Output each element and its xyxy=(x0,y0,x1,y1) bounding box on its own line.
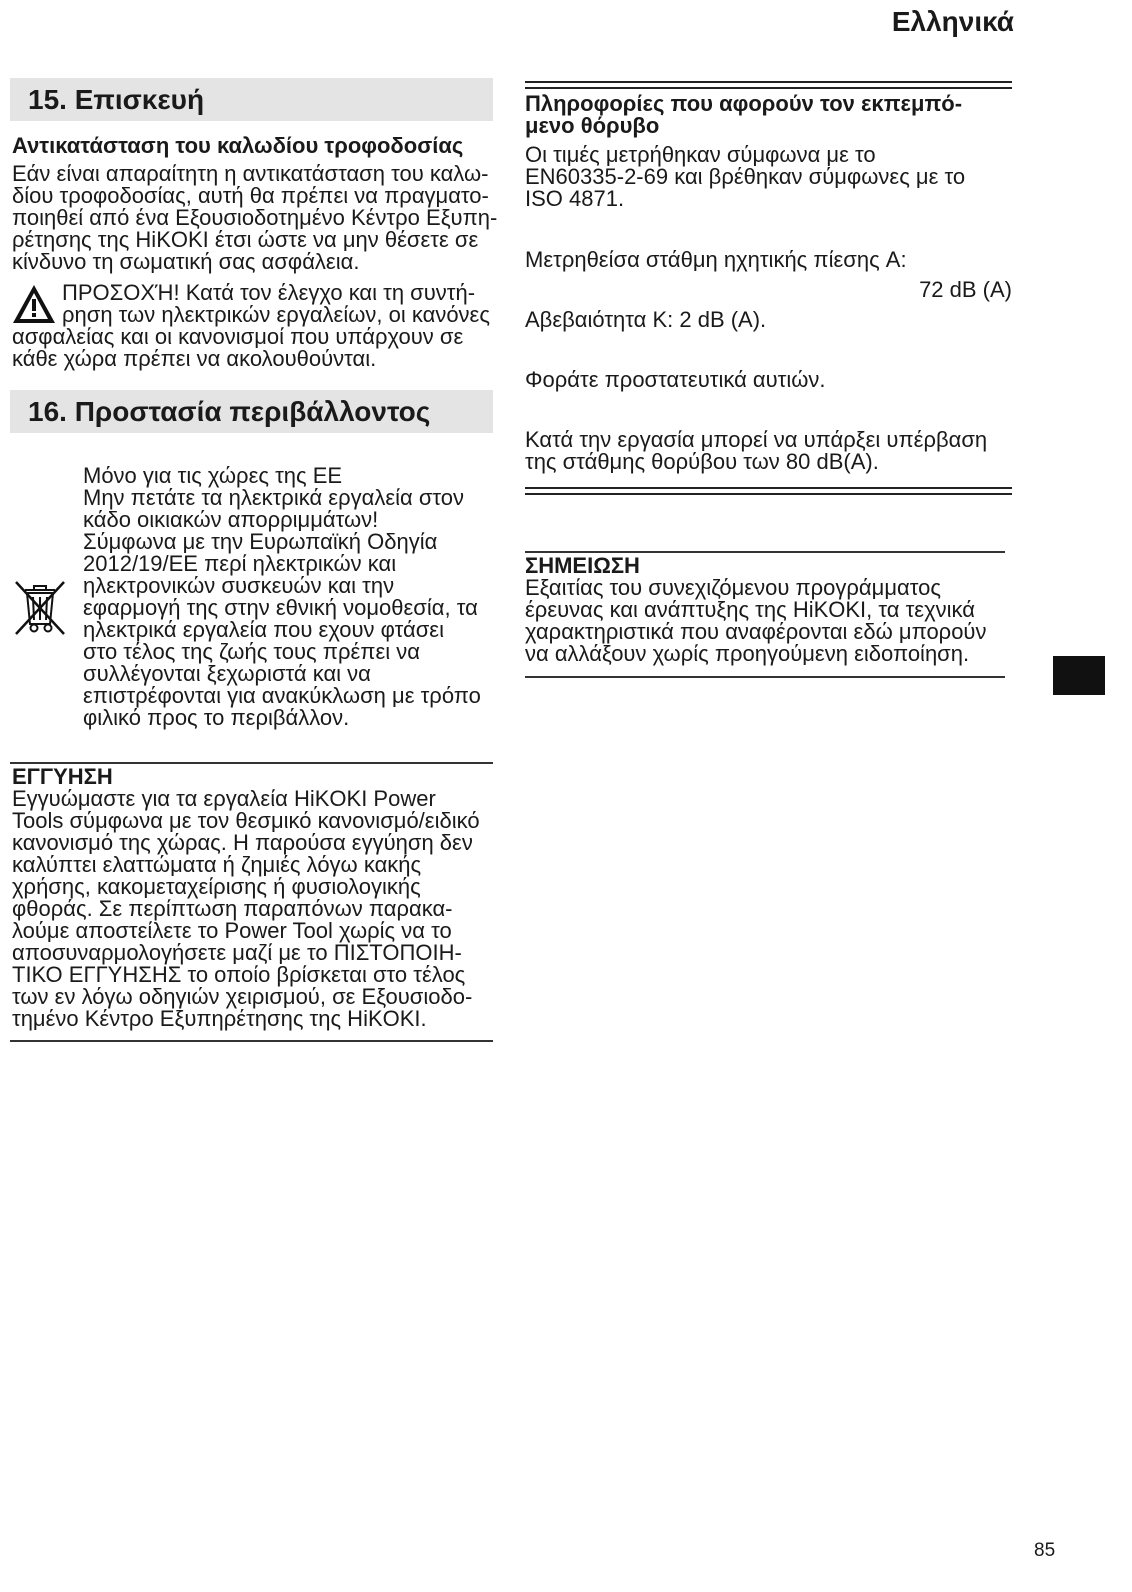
environment-line: ηλεκτρικά εργαλεία που εχουν φτάσει xyxy=(83,617,444,642)
warranty-line: λούμε αποστείλετε το Power Tool χωρίς να το xyxy=(12,918,452,943)
ear-protection-text: Φοράτε προστατευτικά αυτιών. xyxy=(525,367,826,392)
noise-top-rule-1 xyxy=(525,81,1012,83)
environment-line: στο τέλος της ζωής τους πρέπει να xyxy=(83,639,420,664)
noise-exceed-paragraph xyxy=(525,429,987,473)
noise-top-rule-2 xyxy=(525,87,1012,89)
note-line: έρευνας και ανάπτυξης της HiKOKI, τα τεχνικά xyxy=(525,597,975,622)
warranty-paragraph xyxy=(12,788,480,1030)
environment-line: συλλέγονται ξεχωριστά και να xyxy=(83,661,371,686)
repair-paragraph xyxy=(12,163,497,273)
warning-line: ΠΡΟΣΟΧΉ! Κατά τον έλεγχο και τη συντή- xyxy=(62,280,476,305)
warranty-line: Εγγυώμαστε για τα εργαλεία HiKOKI Power xyxy=(12,786,436,811)
repair-paragraph-line: ποιηθεί από ένα Εξουσιοδοτημένο Κέντρο Εξυπη- xyxy=(12,205,498,230)
environment-line: Μην πετάτε τα ηλεκτρικά εργαλεία στον xyxy=(83,485,465,510)
warranty-line: ΤΙΚΟ ΕΓΓΥΗΣΗΣ το οποίο βρίσκεται στο τέλος xyxy=(12,962,466,987)
environment-line: Σύμφωνα με την Ευρωπαϊκή Οδηγία xyxy=(83,529,438,554)
language-tab-marker xyxy=(1053,656,1105,695)
section-16-title: 16. Προστασία περιβάλλοντος xyxy=(28,396,431,427)
language-label: Ελληνικά xyxy=(891,6,1014,37)
warranty-line: χρήσης, κακομεταχείρισης ή φυσιολογικής xyxy=(12,874,421,899)
section-15-header-band xyxy=(10,78,493,121)
warranty-line: αποσυναρμολογήσετε μαζί με το ΠΙΣΤΟΠΟΙΗ- xyxy=(12,940,462,965)
environment-paragraph xyxy=(83,465,481,729)
section-15-subtitle: Αντικατάσταση του καλωδίου τροφοδοσίας xyxy=(12,133,464,158)
section-16-header-band xyxy=(10,390,493,433)
warranty-line: Tools σύμφωνα με τον θεσμικό κανονισμό/ειδικό xyxy=(12,808,480,833)
noise-measurement-paragraph xyxy=(525,144,965,210)
noise-measurement-line: Οι τιμές μετρήθηκαν σύμφωνα με το xyxy=(525,142,876,167)
noise-bottom-rule-2 xyxy=(525,493,1012,495)
sound-pressure-label: Μετρηθείσα στάθμη ηχητικής πίεσης A: xyxy=(525,247,907,272)
warranty-title: ΕΓΓΥΗΣΗ xyxy=(12,764,113,789)
warranty-bottom-rule xyxy=(10,1040,493,1042)
warranty-line: φθοράς. Σε περίπτωση παραπόνων παρακα- xyxy=(12,896,453,921)
warning-paragraph xyxy=(12,282,490,370)
note-paragraph xyxy=(525,577,986,665)
environment-line: Μόνο για τις χώρες της ΕΕ xyxy=(83,463,343,488)
environment-line: ηλεκτρονικών συσκευών και την xyxy=(83,573,395,598)
environment-line: επιστρέφονται για ανακύκλωση με τρόπο xyxy=(83,683,481,708)
environment-line: φιλικό προς το περιβάλλον. xyxy=(83,705,350,730)
warning-line: ασφαλείας και οι κανονισμοί που υπάρχουν σε xyxy=(12,324,464,349)
repair-paragraph-line: δίου τροφοδοσίας, αυτή θα πρέπει να πραγματο- xyxy=(12,183,489,208)
noise-title xyxy=(525,93,962,137)
crossed-out-bin-icon xyxy=(12,576,68,636)
noise-measurement-line: EN60335-2-69 και βρέθηκαν σύμφωνες με το xyxy=(525,164,966,189)
noise-exceed-line: Κατά την εργασία μπορεί να υπάρξει υπέρβαση xyxy=(525,427,988,452)
noise-exceed-line: της στάθμης θορύβου των 80 dB(A). xyxy=(525,449,879,474)
note-line: να αλλάξουν χωρίς προηγούμενη ειδοποίηση. xyxy=(525,641,970,666)
noise-title-line: μενο θόρυβο xyxy=(525,113,660,138)
noise-measurement-line: ISO 4871. xyxy=(525,186,625,211)
warranty-line: κανονισμό της χώρας. Η παρούσα εγγύηση δεν xyxy=(12,830,473,855)
note-line: Εξαιτίας του συνεχιζόμενου προγράμματος xyxy=(525,575,941,600)
warranty-line: των εν λόγω οδηγιών χειρισμού, σε Εξουσιοδο- xyxy=(12,984,473,1009)
sound-pressure-value: 72 dB (A) xyxy=(919,277,1012,302)
repair-paragraph-line: κίνδυνο τη σωματική σας ασφάλεια. xyxy=(12,249,360,274)
environment-line: εφαρμογή της στην εθνική νομοθεσία, τα xyxy=(83,595,478,620)
repair-paragraph-line: Εάν είναι απαραίτητη η αντικατάσταση του καλω- xyxy=(12,161,489,186)
warning-line: ρηση των ηλεκτρικών εργαλείων, οι κανόνες xyxy=(62,302,490,327)
note-line: χαρακτηριστικά που αναφέρονται εδώ μπορούν xyxy=(525,619,987,644)
environment-line: 2012/19/ΕΕ περί ηλεκτρικών και xyxy=(83,551,397,576)
environment-line: κάδο οικιακών απορριμμάτων! xyxy=(83,507,379,532)
note-title: ΣΗΜΕΙΩΣΗ xyxy=(525,553,640,578)
repair-paragraph-line: ρέτησης της HiKOKI έτσι ώστε να μην θέσετε σε xyxy=(12,227,479,252)
noise-bottom-rule-1 xyxy=(525,487,1012,489)
noise-title-line: Πληροφορίες που αφορούν τον εκπεμπό- xyxy=(525,91,963,116)
warning-line: κάθε χώρα πρέπει να ακολουθούνται. xyxy=(12,346,377,371)
page-number: 85 xyxy=(1034,1540,1056,1561)
uncertainty-text: Αβεβαιότητα K: 2 dB (A). xyxy=(525,307,767,332)
note-bottom-rule xyxy=(525,676,1005,678)
warranty-line: τημένο Κέντρο Εξυπηρέτησης της HiKOKI. xyxy=(12,1006,427,1031)
warranty-line: καλύπτει ελαττώματα ή ζημιές λόγω κακής xyxy=(12,852,422,877)
section-15-title: 15. Επισκευή xyxy=(28,84,205,115)
